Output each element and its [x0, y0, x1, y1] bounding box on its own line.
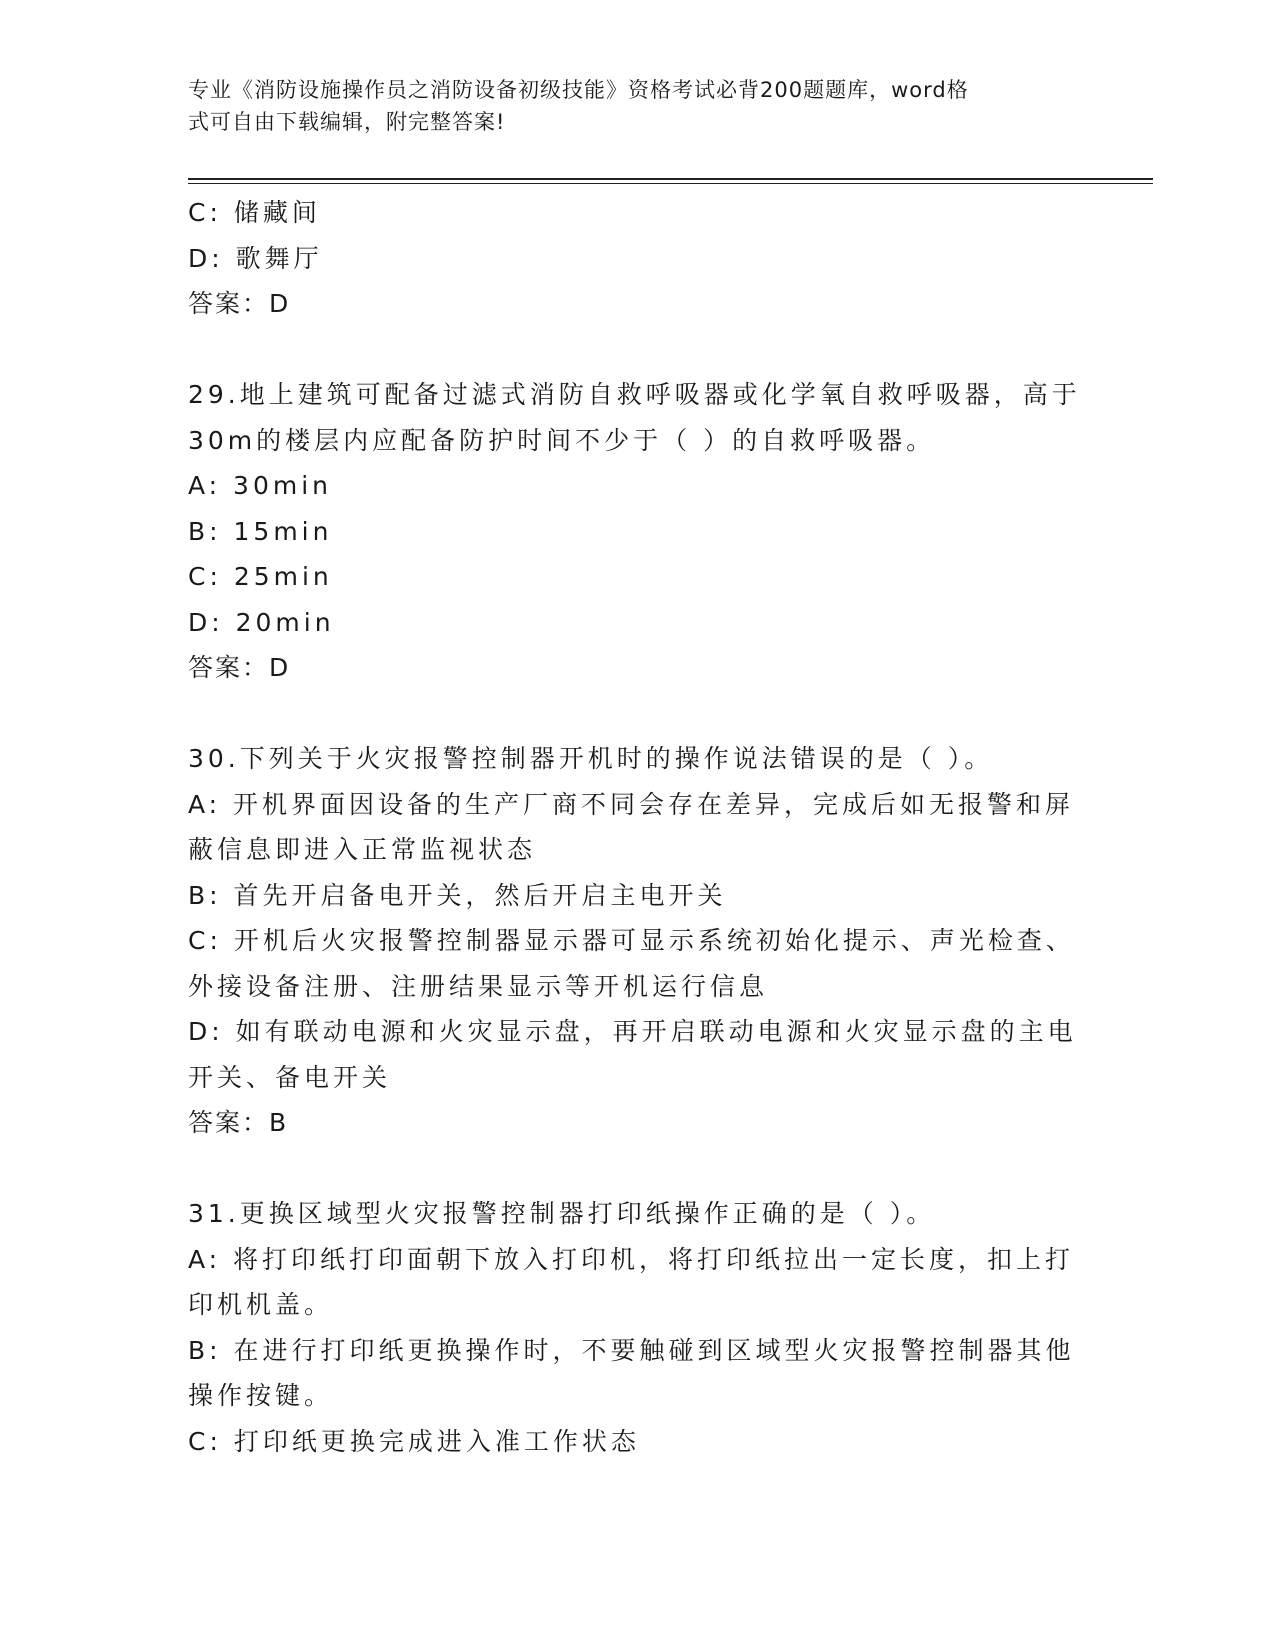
answer: 答案：D: [188, 289, 291, 318]
question-stem-line: 30.下列关于火灾报警控制器开机时的操作说法错误的是（ ）。: [188, 744, 994, 773]
header-divider-thin: [188, 183, 1153, 184]
question-stem-line: 29.地上建筑可配备过滤式消防自救呼吸器或化学氧自救呼吸器，高于: [188, 380, 1081, 409]
answer: 答案：D: [188, 653, 291, 682]
question-31: [188, 1191, 1088, 1464]
option-a-cont: 蔽信息即进入正常监视状态: [188, 835, 537, 864]
option-c: C: 25min: [188, 562, 333, 591]
option-d: D: 如有联动电源和火灾显示盘，再开启联动电源和火灾显示盘的主电: [188, 1017, 1077, 1046]
option-c: C: 储藏间: [188, 198, 321, 227]
document-header: [188, 74, 1088, 138]
option-d: D: 歌舞厅: [188, 243, 323, 273]
header-line-1: 专业《消防设施操作员之消防设备初级技能》资格考试必背200题题库，word格: [188, 78, 969, 102]
header-divider-thick: [188, 178, 1153, 180]
spacer: [188, 691, 1088, 737]
option-b-cont: 操作按键。: [188, 1381, 334, 1410]
spacer: [188, 327, 1088, 373]
option-c: C: 开机后火灾报警控制器显示器可显示系统初始化提示、声光检查、: [188, 926, 1075, 955]
option-b: B: 15min: [188, 516, 333, 546]
option-c: C: 打印纸更换完成进入准工作状态: [188, 1426, 640, 1456]
question-content: [188, 190, 1088, 1464]
option-a-cont: 印机机盖。: [188, 1290, 334, 1319]
question-29: [188, 372, 1088, 691]
question-30: [188, 736, 1088, 1146]
option-d: D: 20min: [188, 607, 335, 637]
option-d-cont: 开关、备电开关: [188, 1062, 392, 1092]
option-c-cont: 外接设备注册、注册结果显示等开机运行信息: [188, 971, 769, 1001]
question-28-tail: [188, 190, 1088, 327]
option-a: A: 将打印纸打印面朝下放入打印机，将打印纸拉出一定长度，扣上打: [188, 1244, 1075, 1274]
header-line-2: 式可自由下载编辑，附完整答案!: [188, 110, 506, 134]
option-a: A: 开机界面因设备的生产厂商不同会存在差异，完成后如无报警和屏: [188, 789, 1075, 819]
answer: 答案：B: [188, 1108, 289, 1137]
spacer: [188, 1146, 1088, 1192]
question-stem-line: 31.更换区域型火灾报警控制器打印纸操作正确的是（ ）。: [188, 1199, 936, 1228]
option-b: B: 首先开启备电开关，然后开启主电开关: [188, 880, 727, 910]
option-b: B: 在进行打印纸更换操作时，不要触碰到区域型火灾报警控制器其他: [188, 1335, 1075, 1365]
question-stem-line: 30m的楼层内应配备防护时间不少于（ ）的自救呼吸器。: [188, 425, 936, 455]
option-a: A: 30min: [188, 471, 332, 500]
